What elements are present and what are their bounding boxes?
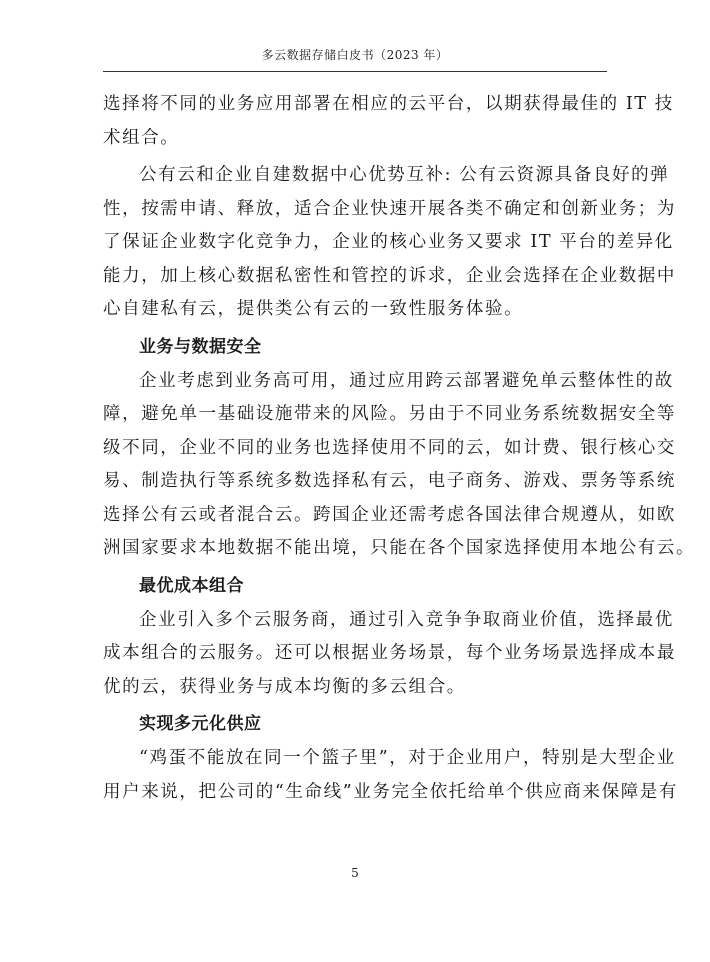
section-heading-optimal-cost: 最优成本组合 — [139, 575, 244, 596]
text-line: 了保证企业数字化竞争力，企业的核心业务又要求 IT 平台的差异化 — [103, 232, 674, 252]
text-line: 企业引入多个云服务商，通过引入竞争争取商业价值，选择最优 — [139, 609, 674, 630]
text-line: 心自建私有云，提供类公有云的一致性服务体验。 — [103, 299, 524, 319]
text-line: 洲国家要求本地数据不能出境，只能在各个国家选择使用本地公有云。 — [103, 538, 696, 558]
page-number: 5 — [351, 866, 359, 880]
page-body — [103, 88, 696, 809]
text-line: 级不同，企业不同的业务也选择使用不同的云，如计费、银行核心交 — [103, 437, 676, 458]
section-heading-business-data-security: 业务与数据安全 — [139, 336, 262, 357]
paragraph-public-private-complement — [103, 159, 676, 327]
text-line: 选择将不同的业务应用部署在相应的云平台，以期获得最佳的 IT 技 — [103, 94, 674, 114]
text-line: 成本组合的云服务。还可以根据业务场景，每个业务场景选择成本最 — [103, 643, 676, 663]
running-header: 多云数据存储白皮书（2023 年） — [261, 48, 449, 62]
text-line: 用户来说，把公司的“生命线”业务完全依托给单个供应商来保障是有 — [103, 781, 678, 802]
text-line: 易、制造执行等系统多数选择私有云，电子商务、游戏、票务等系统 — [103, 471, 676, 491]
paragraph-optimal-cost — [103, 604, 676, 705]
text-line: 能力，加上核心数据私密性和管控的诉求，企业会选择在企业数据中 — [103, 265, 676, 286]
header-divider — [103, 71, 607, 72]
text-line: “鸡蛋不能放在同一个篮子里”，对于企业用户，特别是大型企业 — [139, 748, 676, 768]
paragraph-continuation — [103, 88, 674, 155]
text-line: 选择公有云或者混合云。跨国企业还需考虑各国法律合规遵从，如欧 — [103, 504, 676, 525]
text-line: 性，按需申请、释放，适合企业快速开展各类不确定和创新业务；为 — [103, 198, 676, 219]
text-line: 企业考虑到业务高可用，通过应用跨云部署避免单云整体性的故 — [139, 370, 674, 391]
paragraph-diversified-supply — [103, 742, 678, 809]
text-line: 优的云，获得业务与成本均衡的多云组合。 — [103, 676, 466, 697]
text-line: 障，避免单一基础设施带来的风险。另由于不同业务系统数据安全等 — [103, 404, 676, 424]
text-line: 术组合。 — [103, 127, 180, 148]
section-heading-diversified-supply: 实现多元化供应 — [139, 714, 262, 734]
text-line: 公有云和企业自建数据中心优势互补: 公有云资源具备良好的弹 — [139, 165, 670, 185]
paragraph-business-data-security — [103, 365, 696, 566]
